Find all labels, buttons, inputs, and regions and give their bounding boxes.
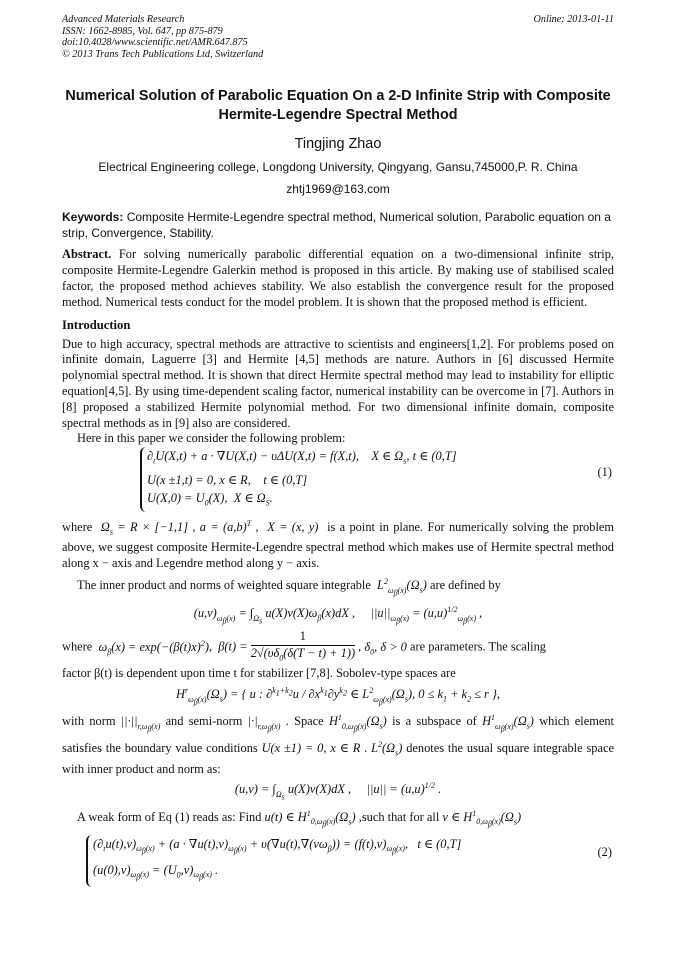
intro-problem-line: Here in this paper we consider the following problem: (77, 431, 346, 446)
author-name: Tingjing Zhao (294, 136, 382, 153)
inner-product-line: The inner product and norms of weighted square integrable $L^2_{\omega_\beta(x)}(\Omega_s)$ are defined by (77, 577, 501, 598)
equation-2-number: (2) (597, 844, 612, 859)
journal-header (62, 14, 614, 60)
doi-line: doi:10.4028/www.scientific.net/AMR.647.875 (62, 37, 248, 49)
keywords-text: Composite Hermite-Legendre spectral method, Numerical solution, Parabolic equation on a strip, Convergence, Stability. (62, 210, 611, 241)
domain-definition: where $\Omega_s = R \times [-1,1]$ , $a = (a,b)^T$ , X = (x, y) is a point in plane. For numerically solving the problem above, we suggest composite Hermite-Legendre spectral method which makes use of Hermite spectral method along x − axis and Legendre method along y − axis. (62, 519, 615, 571)
paper-title: Numerical Solution of Parabolic Equation On a 2-D Infinite Strip with Composite Hermite-Legendre Spectral Method (65, 88, 611, 124)
copyright-line: © 2013 Trans Tech Publications Ltd, Switzerland (62, 48, 264, 60)
intro-paragraph: Due to high accuracy, spectral methods are attractive to scientists and engineers[1,2]. For problems posed on infinite domain, Laguerre [3] and Hermite [4,5] methods are nature. Authors in [6] discussed Hermite polynomial spectral method. It is shown that direct Hermite spectral method may lead to instability for elliptic equation[4,5]. By using time-dependent scaling factor, numerical instability can be overcome in [7]. Authors in [8] proposed a stabilized Hermite polynomial method. For two dimensional infinite domain, composite spectral methods as in [9] also are considered. (62, 336, 614, 430)
section-heading-introduction: Introduction (62, 317, 131, 332)
weight-definition: where $\omega_\beta(x) = \exp(-(\beta(t)x)^2)$, β(t) = $\frac{1}{2√(\upsilon\delta_0(\delta(T - t) + 1))}$ , $\delta_0$, δ > 0 are parameters. The scaling (62, 629, 546, 663)
issn-line: ISSN: 1662-8985, Vol. 647, pp 875-879 (62, 25, 223, 37)
l2-inner-product-equation: $(u,v) = \int_{\Omega_s}$ u(X)v(X)dX , $||u|| = (u,u)^{1/2}$ . (234, 781, 442, 802)
abstract-label: Abstract. (62, 247, 112, 262)
abstract-text: For solving numerically parabolic differential equation on a two-dimensional infinite strip, composite Hermite-Legendre Galerkin method is proposed in this article. By making use of stabilised scaled factor, the proposed method achieves stability. We also establish the convergence result for the proposed method. Numerical tests conduct for the model problem. It is shown that the proposed method is efficient. (62, 247, 614, 309)
equation-1-number: (1) (597, 465, 612, 480)
keywords-label: Keywords: (62, 210, 124, 225)
equation-1: $\partial_tU(X,t) + a \cdot \nabla U(X,t) - \upsilon\Delta U(X,t) = f(X,t)$, X ∈ $\Omega_s$, t ∈ (0,T] U(x ±1,t) = 0, x ∈ R, t ∈ (0,T] $U(X,0) = U_0(X)$, X ∈ $\Omega_S$. (1) (62, 447, 614, 512)
paper-page (62, 14, 614, 887)
factor-line: factor β(t) is dependent upon time t for stabilizer [7,8]. Sobolev-type spaces are (62, 666, 456, 681)
equation-2: $(\partial_tu(t),v)_{\omega_\beta(x)} + (a \cdot \nabla u(t),v)_{\omega_\beta(x)} + \upsilon(\nabla u(t),\nabla(v\omega_\beta)) = (f(t),v)_{\omega_\beta(x)}$, t ∈ (0,T] $(u(0),v)_{\omega_\beta(x)} = (U_0,v)_{\omega_\beta(x)}$ . (2) (62, 835, 614, 887)
affiliation: Electrical Engineering college, Longdong University, Qingyang, Gansu,745000,P. R. China (98, 160, 578, 175)
inner-product-equation: $(u,v)_{\omega_\beta(x)} = \int_{\Omega_s}$ $u(X)v(X)\omega_\beta(x)dX$ , $||u||_{\omega_\beta(x)} = (u,u)^{1/2}_{\omega_\beta(x)}$ , (193, 605, 483, 626)
sobolev-space-equation: $H^r_{\omega_\beta(x)}(\Omega_s)$ = { u : $\partial^{k_1+k_2}u / \partial x^{k_1}\partial y^{k_2}$ ∈ $L^2_{\omega_\beta(x)}(\Omega_s)$, $0 \le k_1 + k_2 \le r$ }, (176, 686, 500, 707)
abstract (62, 247, 614, 310)
journal-name: Advanced Materials Research (62, 14, 185, 25)
norm-line: with norm $||\cdot||_{r,\omega_\beta(x)}$ and semi-norm $|\cdot|_{r,\omega_\beta(x)}$ . Space $H^1_{0,\omega_\beta(x)}(\Omega_s)$ is a subspace of $H^1_{\omega_\beta(x)}(\Omega_s)$ which element satisfies the boundary value conditions U(x ±1) = 0, x ∈ R . $L^2(\Omega_s)$ denotes the usual square integrable space with inner product and norm as: (62, 713, 615, 776)
author-email: zhtj1969@163.com (286, 182, 390, 197)
keywords (62, 209, 614, 241)
domain-text: is a point in plane. For numerically solving the problem above, we suggest composite Hermite-Legendre spectral method which makes use of Hermite spectral method along x − axis and Legendre method along y − axis. (62, 520, 615, 571)
online-date: Online: 2013-01-11 (533, 14, 614, 25)
weak-form-line: A weak form of Eq (1) reads as: Find u(t) ∈ $H^1_{0,\omega_\beta(x)}(\Omega_s)$ ,such that for all v ∈ $H^1_{0,\omega_\beta(x)}(\Omega_s)$ (77, 808, 522, 829)
